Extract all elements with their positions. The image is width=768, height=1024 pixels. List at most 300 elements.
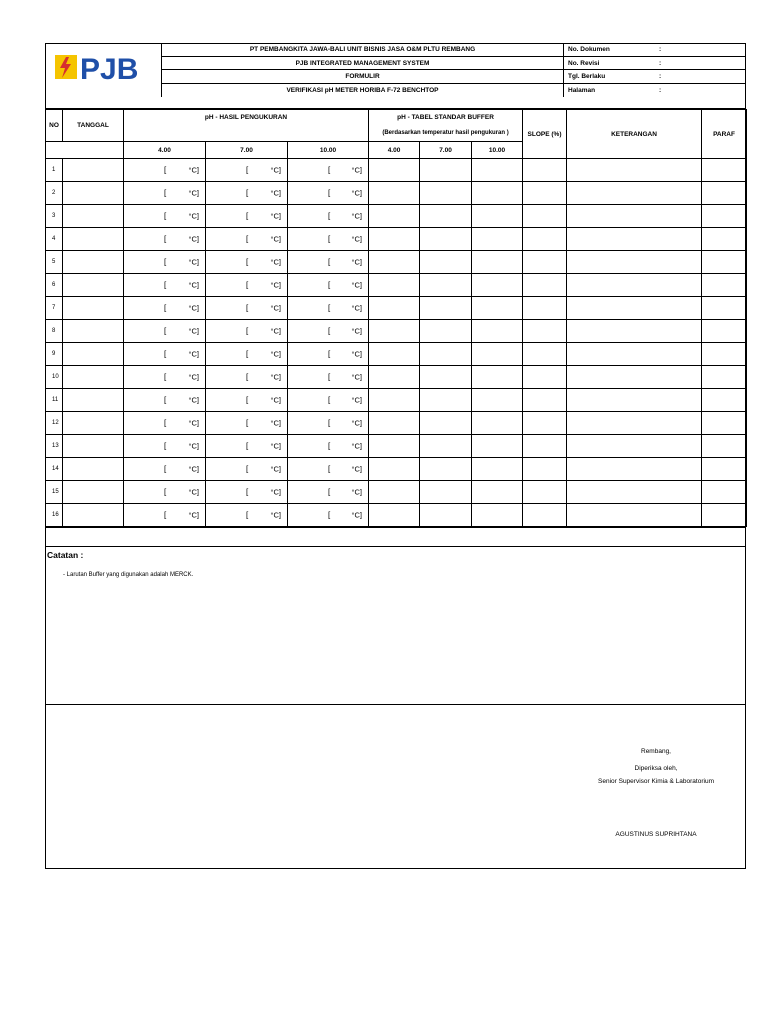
- ph-measured-4: 4.00: [124, 142, 206, 159]
- ph-standard-cell[interactable]: [472, 435, 523, 458]
- slope-cell[interactable]: [523, 205, 567, 228]
- date-cell[interactable]: [63, 159, 124, 182]
- temp-unit: °C]: [188, 303, 199, 313]
- row-number: 9: [46, 343, 63, 366]
- ph-standard-cell[interactable]: [420, 320, 472, 343]
- ph-measured-cell[interactable]: [288, 228, 369, 251]
- temp-bracket-open: [: [328, 441, 331, 451]
- ph-measured-cell[interactable]: [206, 182, 288, 205]
- row-number: 7: [46, 297, 63, 320]
- slope-cell[interactable]: [523, 159, 567, 182]
- ph-standard-cell[interactable]: [369, 435, 420, 458]
- date-cell[interactable]: [63, 389, 124, 412]
- ph-measured-cell[interactable]: [288, 251, 369, 274]
- date-cell[interactable]: [63, 182, 124, 205]
- temp-unit: °C]: [351, 464, 363, 474]
- signature-checked-by: Diperiksa oleh,: [634, 765, 678, 772]
- notes-title: Catatan :: [47, 550, 84, 560]
- temp-unit: °C]: [351, 487, 363, 497]
- temp-bracket-open: [: [246, 349, 249, 359]
- temp-unit: °C]: [188, 234, 199, 244]
- date-cell[interactable]: [63, 458, 124, 481]
- remarks-cell[interactable]: [567, 182, 702, 205]
- initial-cell[interactable]: [702, 205, 747, 228]
- temp-unit: °C]: [351, 510, 363, 520]
- temp-bracket-open: [: [246, 395, 249, 405]
- initial-cell[interactable]: [702, 389, 747, 412]
- ph-measured-cell[interactable]: [124, 412, 206, 435]
- ph-measured-cell[interactable]: [288, 159, 369, 182]
- initial-cell[interactable]: [702, 297, 747, 320]
- col-header-slope: SLOPE (%): [523, 110, 567, 159]
- ph-measured-cell[interactable]: [206, 389, 288, 412]
- form-header: [45, 43, 746, 97]
- temp-bracket-open: [: [164, 303, 167, 313]
- temp-unit: °C]: [188, 464, 199, 474]
- temp-unit: °C]: [188, 280, 199, 290]
- date-cell[interactable]: [63, 320, 124, 343]
- ph-measured-cell[interactable]: [206, 366, 288, 389]
- temp-unit: °C]: [351, 441, 363, 451]
- ph-measured-cell[interactable]: [124, 389, 206, 412]
- temp-unit: °C]: [351, 211, 363, 221]
- temp-unit: °C]: [188, 372, 199, 382]
- pjb-logo: [54, 51, 144, 85]
- ph-standard-cell[interactable]: [420, 228, 472, 251]
- ph-standard-cell[interactable]: [369, 182, 420, 205]
- table-row: [46, 251, 747, 274]
- remarks-cell[interactable]: [567, 435, 702, 458]
- row-number: 11: [46, 389, 63, 412]
- temp-bracket-open: [: [246, 188, 249, 198]
- ph-standard-cell[interactable]: [472, 205, 523, 228]
- ph-measured-cell[interactable]: [206, 458, 288, 481]
- initial-cell[interactable]: [702, 435, 747, 458]
- col-header-ph-standard: pH - TABEL STANDAR BUFFER: [369, 110, 523, 126]
- temp-bracket-open: [: [246, 464, 249, 474]
- temp-bracket-open: [: [328, 326, 331, 336]
- temp-bracket-open: [: [164, 395, 167, 405]
- ph-standard-cell[interactable]: [369, 205, 420, 228]
- initial-cell[interactable]: [702, 274, 747, 297]
- ph-measured-cell[interactable]: [206, 228, 288, 251]
- temp-bracket-open: [: [164, 165, 167, 175]
- temp-unit: °C]: [351, 349, 363, 359]
- ph-measured-spacer: [124, 126, 369, 142]
- remarks-cell[interactable]: [567, 366, 702, 389]
- remarks-cell[interactable]: [567, 159, 702, 182]
- remarks-cell[interactable]: [567, 274, 702, 297]
- temp-bracket-open: [: [246, 165, 249, 175]
- ph-measured-cell[interactable]: [288, 320, 369, 343]
- temp-unit: °C]: [270, 418, 281, 428]
- table-row: [46, 320, 747, 343]
- row-number: 8: [46, 320, 63, 343]
- slope-cell[interactable]: [523, 435, 567, 458]
- ph-measured-cell[interactable]: [288, 366, 369, 389]
- date-cell[interactable]: [63, 504, 124, 527]
- initial-cell[interactable]: [702, 251, 747, 274]
- temp-unit: °C]: [188, 441, 199, 451]
- ph-standard-cell[interactable]: [420, 458, 472, 481]
- ph-standard-cell[interactable]: [369, 458, 420, 481]
- slope-cell[interactable]: [523, 458, 567, 481]
- ph-standard-cell[interactable]: [369, 366, 420, 389]
- ph-measured-cell[interactable]: [288, 205, 369, 228]
- remarks-cell[interactable]: [567, 504, 702, 527]
- ph-measured-cell[interactable]: [206, 251, 288, 274]
- ph-standard-cell[interactable]: [369, 320, 420, 343]
- date-cell[interactable]: [63, 412, 124, 435]
- ph-measured-cell[interactable]: [124, 320, 206, 343]
- initial-cell[interactable]: [702, 412, 747, 435]
- date-cell[interactable]: [63, 251, 124, 274]
- ph-standard-cell[interactable]: [420, 504, 472, 527]
- signature-position: Senior Supervisor Kimia & Laboratorium: [598, 778, 714, 785]
- row-number: 6: [46, 274, 63, 297]
- ph-standard-cell[interactable]: [472, 297, 523, 320]
- temp-bracket-open: [: [246, 234, 249, 244]
- table-row: [46, 481, 747, 504]
- ph-measured-cell[interactable]: [288, 481, 369, 504]
- initial-cell[interactable]: [702, 228, 747, 251]
- ph-measured-cell[interactable]: [206, 320, 288, 343]
- ph-standard-cell[interactable]: [420, 389, 472, 412]
- slope-cell[interactable]: [523, 389, 567, 412]
- ph-measured-cell[interactable]: [288, 435, 369, 458]
- ph-measured-cell[interactable]: [206, 159, 288, 182]
- remarks-cell[interactable]: [567, 481, 702, 504]
- ph-standard-cell[interactable]: [472, 481, 523, 504]
- col-header-no: NO: [46, 110, 63, 142]
- logo-text: PJB: [80, 53, 139, 85]
- meta-effective-date: Tgl. Berlaku :: [563, 70, 746, 84]
- temp-bracket-open: [: [328, 510, 331, 520]
- date-cell[interactable]: [63, 274, 124, 297]
- slope-cell[interactable]: [523, 228, 567, 251]
- temp-bracket-open: [: [328, 211, 331, 221]
- temp-bracket-open: [: [328, 234, 331, 244]
- ph-standard-cell[interactable]: [369, 274, 420, 297]
- ph-standard-cell[interactable]: [472, 182, 523, 205]
- slope-cell[interactable]: [523, 481, 567, 504]
- ph-measured-cell[interactable]: [206, 274, 288, 297]
- temp-unit: °C]: [270, 188, 281, 198]
- meta-revision: No. Revisi :: [563, 57, 746, 71]
- remarks-cell[interactable]: [567, 297, 702, 320]
- row-number: 3: [46, 205, 63, 228]
- table-row: [46, 228, 747, 251]
- remarks-cell[interactable]: [567, 228, 702, 251]
- ph-standard-cell[interactable]: [420, 182, 472, 205]
- slope-cell[interactable]: [523, 343, 567, 366]
- ph-measured-cell[interactable]: [124, 458, 206, 481]
- ph-standard-cell[interactable]: [472, 343, 523, 366]
- verification-table: [45, 109, 747, 527]
- temp-bracket-open: [: [164, 441, 167, 451]
- form-title: VERIFIKASI pH METER HORIBA F-72 BENCHTOP: [286, 86, 439, 94]
- table-row: [46, 297, 747, 320]
- date-cell[interactable]: [63, 435, 124, 458]
- temp-bracket-open: [: [164, 211, 167, 221]
- row-number: 16: [46, 504, 63, 527]
- temp-unit: °C]: [270, 395, 281, 405]
- temp-bracket-open: [: [328, 464, 331, 474]
- temp-unit: °C]: [188, 211, 199, 221]
- remarks-cell[interactable]: [567, 389, 702, 412]
- ph-measured-cell[interactable]: [206, 343, 288, 366]
- temp-unit: °C]: [351, 165, 363, 175]
- temp-unit: °C]: [351, 280, 363, 290]
- temp-bracket-open: [: [328, 303, 331, 313]
- ph-measured-cell[interactable]: [124, 435, 206, 458]
- signature-name: AGUSTINUS SUPRIHTANA: [615, 831, 697, 838]
- ph-measured-7: 7.00: [206, 142, 288, 159]
- ph-measured-cell[interactable]: [124, 343, 206, 366]
- ph-standard-cell[interactable]: [472, 159, 523, 182]
- temp-unit: °C]: [270, 510, 281, 520]
- row-number: 13: [46, 435, 63, 458]
- date-cell[interactable]: [63, 297, 124, 320]
- row-number: 14: [46, 458, 63, 481]
- temp-unit: °C]: [188, 326, 199, 336]
- ph-measured-cell[interactable]: [206, 435, 288, 458]
- meta-page: Halaman :: [563, 84, 746, 98]
- notes-divider: [45, 704, 746, 705]
- ph-measured-cell[interactable]: [288, 389, 369, 412]
- temp-unit: °C]: [188, 257, 199, 267]
- slope-cell[interactable]: [523, 251, 567, 274]
- ph-standard-cell[interactable]: [420, 297, 472, 320]
- ph-standard-cell[interactable]: [420, 159, 472, 182]
- col-header-remarks: KETERANGAN: [567, 110, 702, 159]
- temp-unit: °C]: [351, 372, 363, 382]
- temp-bracket-open: [: [164, 188, 167, 198]
- ph-standard-cell[interactable]: [420, 481, 472, 504]
- ph-measured-cell[interactable]: [288, 412, 369, 435]
- temp-unit: °C]: [270, 326, 281, 336]
- initial-cell[interactable]: [702, 458, 747, 481]
- temp-unit: °C]: [270, 303, 281, 313]
- slope-cell[interactable]: [523, 297, 567, 320]
- temp-bracket-open: [: [328, 257, 331, 267]
- table-row: [46, 504, 747, 527]
- ph-measured-cell[interactable]: [206, 297, 288, 320]
- ph-standard-10: 10.00: [472, 142, 523, 159]
- ph-measured-cell[interactable]: [288, 343, 369, 366]
- company-name: PT PEMBANGKITA JAWA-BALI UNIT BISNIS JASA O&M PLTU REMBANG: [162, 43, 563, 57]
- temp-bracket-open: [: [164, 510, 167, 520]
- ph-standard-cell[interactable]: [420, 435, 472, 458]
- row-number: 5: [46, 251, 63, 274]
- temp-bracket-open: [: [164, 418, 167, 428]
- ph-measured-cell[interactable]: [288, 182, 369, 205]
- ph-standard-4: 4.00: [369, 142, 420, 159]
- temp-bracket-open: [: [246, 280, 249, 290]
- temp-unit: °C]: [270, 165, 281, 175]
- initial-cell[interactable]: [702, 504, 747, 527]
- date-cell[interactable]: [63, 481, 124, 504]
- table-bottom-separator: [45, 527, 746, 547]
- ph-standard-cell[interactable]: [420, 251, 472, 274]
- ph-standard-cell[interactable]: [472, 389, 523, 412]
- ph-measured-cell[interactable]: [124, 182, 206, 205]
- temp-unit: °C]: [270, 257, 281, 267]
- ph-standard-cell[interactable]: [472, 274, 523, 297]
- signature-place: Rembang,: [641, 748, 671, 755]
- ph-measured-cell[interactable]: [124, 251, 206, 274]
- table-row: [46, 366, 747, 389]
- ph-measured-cell[interactable]: [206, 481, 288, 504]
- slope-cell[interactable]: [523, 504, 567, 527]
- temp-bracket-open: [: [164, 464, 167, 474]
- ph-standard-cell[interactable]: [369, 297, 420, 320]
- remarks-cell[interactable]: [567, 343, 702, 366]
- date-cell[interactable]: [63, 205, 124, 228]
- table-row: [46, 205, 747, 228]
- temp-unit: °C]: [270, 349, 281, 359]
- temp-bracket-open: [: [246, 487, 249, 497]
- temp-bracket-open: [: [246, 441, 249, 451]
- col-header-ph-measured: pH - HASIL PENGUKURAN: [124, 110, 369, 126]
- initial-cell[interactable]: [702, 481, 747, 504]
- ph-measured-cell[interactable]: [124, 297, 206, 320]
- ph-standard-cell[interactable]: [420, 205, 472, 228]
- table-row: [46, 274, 747, 297]
- table-row: [46, 389, 747, 412]
- ph-standard-cell[interactable]: [369, 389, 420, 412]
- ph-standard-cell[interactable]: [420, 343, 472, 366]
- remarks-cell[interactable]: [567, 205, 702, 228]
- initial-cell[interactable]: [702, 320, 747, 343]
- meta-doc-number: No. Dokumen :: [563, 43, 746, 57]
- temp-unit: °C]: [351, 326, 363, 336]
- temp-unit: °C]: [188, 510, 199, 520]
- temp-bracket-open: [: [246, 372, 249, 382]
- temp-unit: °C]: [351, 418, 363, 428]
- temp-unit: °C]: [188, 165, 199, 175]
- row-number: 10: [46, 366, 63, 389]
- ph-measured-cell[interactable]: [124, 205, 206, 228]
- ph-standard-cell[interactable]: [369, 159, 420, 182]
- remarks-cell[interactable]: [567, 251, 702, 274]
- table-body: [46, 159, 747, 527]
- temp-unit: °C]: [188, 188, 199, 198]
- ph-standard-cell[interactable]: [369, 504, 420, 527]
- initial-cell[interactable]: [702, 343, 747, 366]
- slope-cell[interactable]: [523, 320, 567, 343]
- ph-standard-cell[interactable]: [369, 412, 420, 435]
- ph-standard-cell[interactable]: [369, 251, 420, 274]
- temp-unit: °C]: [188, 395, 199, 405]
- temp-unit: °C]: [351, 234, 363, 244]
- ph-measured-cell[interactable]: [288, 297, 369, 320]
- temp-unit: °C]: [270, 441, 281, 451]
- ph-measured-cell[interactable]: [124, 274, 206, 297]
- ph-standard-7: 7.00: [420, 142, 472, 159]
- ph-standard-cell[interactable]: [472, 366, 523, 389]
- ph-measured-10: 10.00: [288, 142, 369, 159]
- ph-standard-cell[interactable]: [472, 504, 523, 527]
- ph-measured-cell[interactable]: [124, 481, 206, 504]
- slope-cell[interactable]: [523, 182, 567, 205]
- logo-cell: [45, 43, 162, 97]
- temp-bracket-open: [: [164, 372, 167, 382]
- ph-standard-cell[interactable]: [420, 274, 472, 297]
- slope-cell[interactable]: [523, 274, 567, 297]
- ph-measured-cell[interactable]: [288, 458, 369, 481]
- temp-bracket-open: [: [246, 510, 249, 520]
- ph-measured-cell[interactable]: [206, 504, 288, 527]
- ph-standard-cell[interactable]: [369, 343, 420, 366]
- temp-bracket-open: [: [164, 326, 167, 336]
- ph-measured-cell[interactable]: [124, 366, 206, 389]
- row-number: 15: [46, 481, 63, 504]
- temp-bracket-open: [: [246, 257, 249, 267]
- temp-unit: °C]: [351, 257, 363, 267]
- temp-bracket-open: [: [328, 395, 331, 405]
- temp-unit: °C]: [188, 349, 199, 359]
- ph-standard-cell[interactable]: [472, 458, 523, 481]
- remarks-cell[interactable]: [567, 412, 702, 435]
- ph-measured-cell[interactable]: [288, 504, 369, 527]
- ph-measured-cell[interactable]: [206, 205, 288, 228]
- temp-bracket-open: [: [164, 349, 167, 359]
- temp-unit: °C]: [270, 234, 281, 244]
- ph-standard-cell[interactable]: [472, 320, 523, 343]
- ph-standard-cell[interactable]: [472, 228, 523, 251]
- temp-unit: °C]: [188, 418, 199, 428]
- ph-standard-cell[interactable]: [420, 412, 472, 435]
- temp-unit: °C]: [270, 487, 281, 497]
- ph-measured-cell[interactable]: [206, 412, 288, 435]
- ph-measured-cell[interactable]: [124, 159, 206, 182]
- form-type: FORMULIR: [162, 70, 563, 84]
- temp-bracket-open: [: [164, 257, 167, 267]
- temp-bracket-open: [: [246, 326, 249, 336]
- row-number: 12: [46, 412, 63, 435]
- temp-bracket-open: [: [328, 280, 331, 290]
- temp-bracket-open: [: [328, 349, 331, 359]
- remarks-cell[interactable]: [567, 320, 702, 343]
- temp-unit: °C]: [270, 372, 281, 382]
- table-row: [46, 412, 747, 435]
- temp-unit: °C]: [351, 188, 363, 198]
- ph-measured-cell[interactable]: [288, 274, 369, 297]
- date-cell[interactable]: [63, 228, 124, 251]
- ph-standard-cell[interactable]: [369, 228, 420, 251]
- ph-standard-cell[interactable]: [472, 251, 523, 274]
- temp-bracket-open: [: [246, 303, 249, 313]
- slope-cell[interactable]: [523, 412, 567, 435]
- initial-cell[interactable]: [702, 182, 747, 205]
- date-cell[interactable]: [63, 366, 124, 389]
- date-cell[interactable]: [63, 343, 124, 366]
- col-header-ph-standard-note: (Berdasarkan temperatur hasil pengukuran ): [369, 126, 523, 142]
- table-row: [46, 159, 747, 182]
- initial-cell[interactable]: [702, 159, 747, 182]
- ph-measured-cell[interactable]: [124, 228, 206, 251]
- remarks-cell[interactable]: [567, 458, 702, 481]
- ph-standard-cell[interactable]: [369, 481, 420, 504]
- ph-measured-cell[interactable]: [124, 504, 206, 527]
- initial-cell[interactable]: [702, 366, 747, 389]
- ph-standard-cell[interactable]: [472, 412, 523, 435]
- temp-unit: °C]: [188, 487, 199, 497]
- ph-standard-cell[interactable]: [420, 366, 472, 389]
- slope-cell[interactable]: [523, 366, 567, 389]
- no-date-spacer: [46, 142, 124, 159]
